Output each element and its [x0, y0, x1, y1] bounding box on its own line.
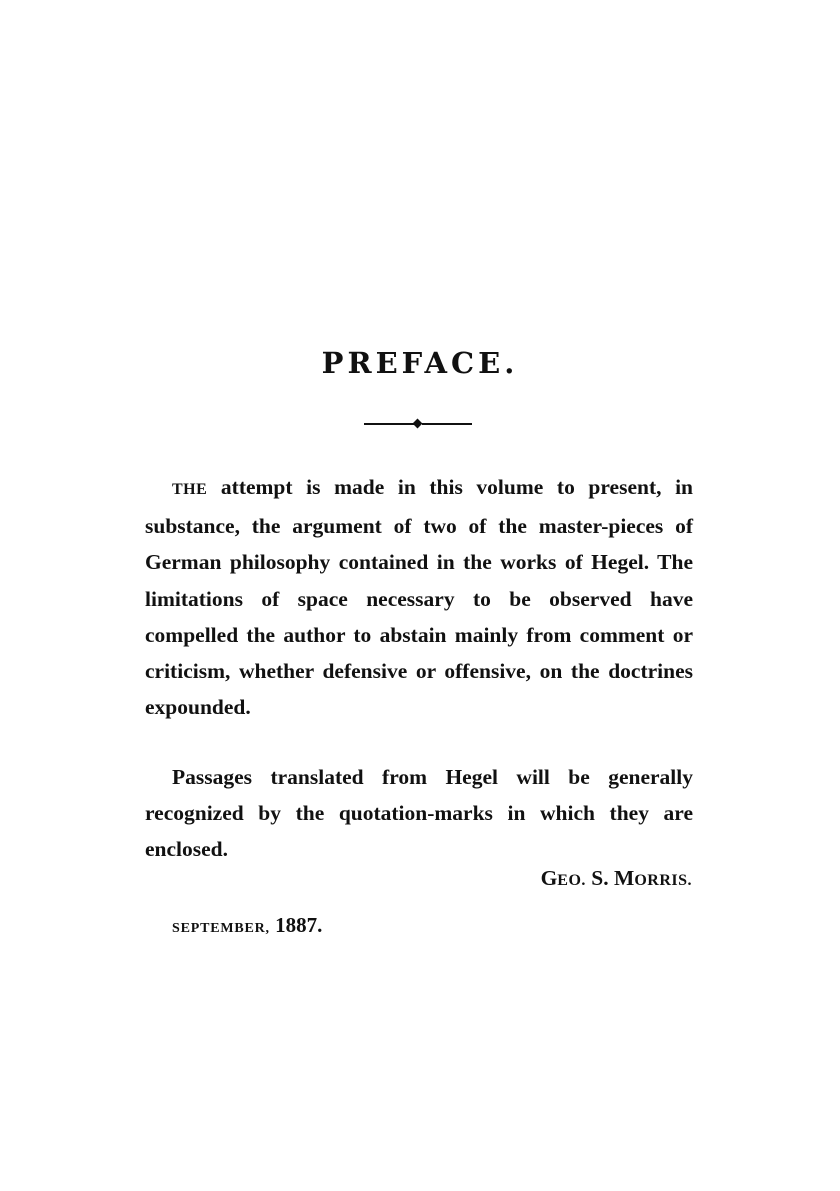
- author-signature: [541, 866, 692, 891]
- signature-first-initial: G: [540, 866, 558, 890]
- paragraph-text: Passages translated from Hegel will be generally recognized by the quotation-marks in which they are enclosed.: [145, 765, 693, 862]
- signature-last-rest: ORRIS.: [634, 872, 692, 889]
- ornament-rule-right: [422, 423, 472, 425]
- signature-last-initial: M: [614, 866, 635, 890]
- date-year: 1887.: [275, 913, 323, 937]
- paragraph-lead-word: THE: [172, 481, 208, 498]
- diamond-icon: [413, 419, 423, 429]
- signature-middle: S.: [591, 866, 609, 890]
- signature-first-rest: EO.: [557, 872, 586, 889]
- paragraph-text: attempt is made in this volume to present, in substance, the argument of two of the master-pieces of German philosophy contained in the works of Hegel. The limitations of space necessary to be observed have compelled the author to abstain mainly from comment or criticism, whether defensive or offensive, on the doctrines expounded.: [145, 475, 694, 720]
- preface-paragraph-2: [145, 759, 693, 868]
- preface-paragraph-1: [145, 469, 693, 725]
- ornament-rule-left: [364, 423, 414, 425]
- page-title: PREFACE.: [321, 346, 519, 380]
- date-month: SEPTEMBER,: [172, 921, 270, 936]
- ornament-divider: [364, 418, 472, 430]
- date-line: [172, 913, 322, 938]
